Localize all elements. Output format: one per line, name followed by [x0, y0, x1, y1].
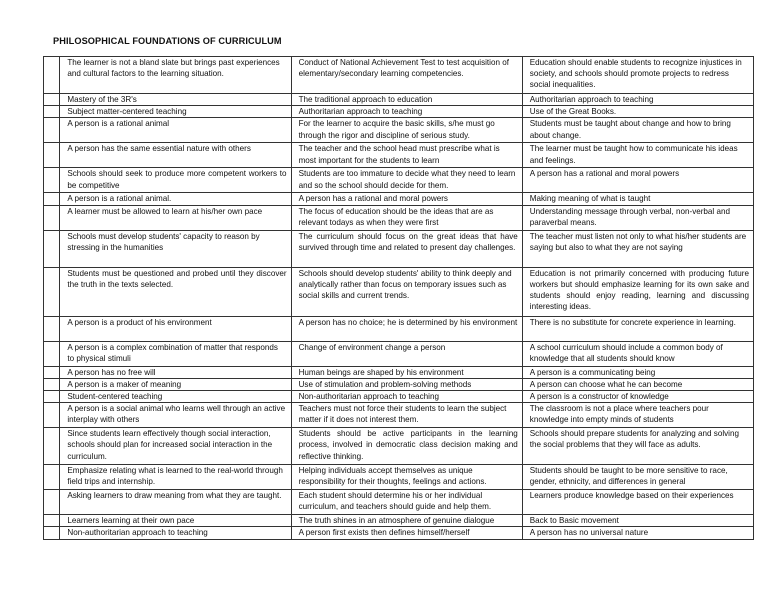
- table-cell: Students must be taught about change and how to bring about change.: [522, 118, 753, 143]
- table-cell: The focus of education should be the ideas that are as relevant todays as when they were first: [291, 205, 522, 230]
- table-cell: Learners produce knowledge based on their experiences: [522, 490, 753, 515]
- table-cell: Use of stimulation and problem-solving methods: [291, 378, 522, 390]
- table-cell: Change of environment change a person: [291, 341, 522, 366]
- table-cell: A person can choose what he can become: [522, 378, 753, 390]
- row-spacer-cell: [44, 168, 60, 193]
- table-cell: Asking learners to draw meaning from what they are taught.: [60, 490, 291, 515]
- table-row: [44, 267, 754, 316]
- row-spacer-cell: [44, 106, 60, 118]
- table-cell: The teacher must listen not only to what his/her students are saying but also to what they are not saying: [522, 230, 753, 267]
- row-spacer-cell: [44, 57, 60, 94]
- table-cell: A person is a maker of meaning: [60, 378, 291, 390]
- table-cell: Authoritarian approach to teaching: [522, 94, 753, 106]
- table-cell: A person is a social animal who learns well through an active interplay with others: [60, 403, 291, 428]
- table-cell: Students should be active participants in the learning process, involved in democratic class decision making and reflective thinking.: [291, 428, 522, 465]
- table-cell: A person has a rational and moral powers: [291, 193, 522, 205]
- table-cell: Back to Basic movement: [522, 515, 753, 527]
- table-cell: Since students learn effectively though social interaction, schools should plan for increased social interaction in the curriculum.: [60, 428, 291, 465]
- table-row: [44, 230, 754, 267]
- row-spacer-cell: [44, 94, 60, 106]
- table-cell: Students are too immature to decide what they need to learn and so the school should decide for them.: [291, 168, 522, 193]
- table-cell: The learner must be taught how to communicate his ideas and feelings.: [522, 143, 753, 168]
- row-spacer-cell: [44, 193, 60, 205]
- table-row: [44, 205, 754, 230]
- table-row: [44, 527, 754, 539]
- table-cell: Schools should develop students' ability to think deeply and analytically rather than focus on temporary issues such as social skills and current trends.: [291, 267, 522, 316]
- table-cell: Each student should determine his or her individual curriculum, and teachers should guide and help them.: [291, 490, 522, 515]
- page-title: PHILOSOPHICAL FOUNDATIONS OF CURRICULUM: [53, 36, 282, 46]
- table-cell: A person has no choice; he is determined by his environment: [291, 316, 522, 341]
- table-cell: The truth shines in an atmosphere of genuine dialogue: [291, 515, 522, 527]
- table-cell: The teacher and the school head must prescribe what is most important for the students to learn: [291, 143, 522, 168]
- table-row: [44, 106, 754, 118]
- table-cell: The classroom is not a place where teachers pour knowledge into empty minds of students: [522, 403, 753, 428]
- table-row: [44, 366, 754, 378]
- row-spacer-cell: [44, 465, 60, 490]
- curriculum-table: [43, 56, 754, 540]
- row-spacer-cell: [44, 515, 60, 527]
- table-cell: Non-authoritarian approach to teaching: [60, 527, 291, 539]
- row-spacer-cell: [44, 366, 60, 378]
- table-cell: A person is a rational animal: [60, 118, 291, 143]
- table-cell: Authoritarian approach to teaching: [291, 106, 522, 118]
- table-row: [44, 193, 754, 205]
- table-row: [44, 57, 754, 94]
- row-spacer-cell: [44, 403, 60, 428]
- table-cell: There is no substitute for concrete experience in learning.: [522, 316, 753, 341]
- row-spacer-cell: [44, 490, 60, 515]
- table-cell: The traditional approach to education: [291, 94, 522, 106]
- table-row: [44, 118, 754, 143]
- table-cell: Students should be taught to be more sensitive to race, gender, ethnicity, and differences in general: [522, 465, 753, 490]
- table-cell: A person has a rational and moral powers: [522, 168, 753, 193]
- table-row: [44, 341, 754, 366]
- table-cell: Students must be questioned and probed until they discover the truth in the texts selected.: [60, 267, 291, 316]
- table-cell: A person has no free will: [60, 366, 291, 378]
- table-cell: A person first exists then defines himself/herself: [291, 527, 522, 539]
- table-cell: A person is a rational animal.: [60, 193, 291, 205]
- table-row: [44, 515, 754, 527]
- table-cell: Emphasize relating what is learned to the real-world through field trips and internship.: [60, 465, 291, 490]
- table-cell: Non-authoritarian approach to teaching: [291, 391, 522, 403]
- table-cell: Subject matter-centered teaching: [60, 106, 291, 118]
- table-cell: Learners learning at their own pace: [60, 515, 291, 527]
- table-cell: Teachers must not force their students to learn the subject matter if it does not interest them.: [291, 403, 522, 428]
- table-cell: A person is a constructor of knowledge: [522, 391, 753, 403]
- row-spacer-cell: [44, 316, 60, 341]
- table-row: [44, 428, 754, 465]
- table-cell: Schools should seek to produce more competent workers to be competitive: [60, 168, 291, 193]
- row-spacer-cell: [44, 341, 60, 366]
- table-cell: A person is a product of his environment: [60, 316, 291, 341]
- table-row: [44, 490, 754, 515]
- table-cell: A person has the same essential nature with others: [60, 143, 291, 168]
- table-cell: The curriculum should focus on the great ideas that have survived through time and related to present day challenges.: [291, 230, 522, 267]
- table-cell: The learner is not a bland slate but brings past experiences and cultural factors to the learning situation.: [60, 57, 291, 94]
- table-row: [44, 94, 754, 106]
- table-cell: Education should enable students to recognize injustices in society, and schools should promote projects to redress social inequalities.: [522, 57, 753, 94]
- row-spacer-cell: [44, 428, 60, 465]
- table-cell: Making meaning of what is taught: [522, 193, 753, 205]
- table-cell: A school curriculum should include a common body of knowledge that all students should know: [522, 341, 753, 366]
- table-cell: Understanding message through verbal, non-verbal and paraverbal means.: [522, 205, 753, 230]
- table-cell: Schools should prepare students for analyzing and solving the social problems that they will face as adults.: [522, 428, 753, 465]
- table-row: [44, 391, 754, 403]
- table-cell: Education is not primarily concerned with producing future workers but should emphasize learning for its own sake and students should enjoy reading, learning and discussing interesting ideas.: [522, 267, 753, 316]
- row-spacer-cell: [44, 267, 60, 316]
- table-cell: A person is a complex combination of matter that responds to physical stimuli: [60, 341, 291, 366]
- row-spacer-cell: [44, 527, 60, 539]
- table-row: [44, 378, 754, 390]
- table-cell: Conduct of National Achievement Test to test acquisition of elementary/secondary learning competencies.: [291, 57, 522, 94]
- table-row: [44, 143, 754, 168]
- row-spacer-cell: [44, 378, 60, 390]
- table-cell: Mastery of the 3R's: [60, 94, 291, 106]
- row-spacer-cell: [44, 205, 60, 230]
- row-spacer-cell: [44, 143, 60, 168]
- table-row: [44, 465, 754, 490]
- table-row: [44, 403, 754, 428]
- table-cell: A person has no universal nature: [522, 527, 753, 539]
- row-spacer-cell: [44, 391, 60, 403]
- table-cell: Helping individuals accept themselves as unique responsibility for their thoughts, feelings and actions.: [291, 465, 522, 490]
- table-cell: Student-centered teaching: [60, 391, 291, 403]
- table-cell: For the learner to acquire the basic skills, s/he must go through the rigor and discipline of serious study.: [291, 118, 522, 143]
- table-row: [44, 168, 754, 193]
- table-cell: A person is a communicating being: [522, 366, 753, 378]
- table-cell: Human beings are shaped by his environment: [291, 366, 522, 378]
- table-cell: Schools must develop students' capacity to reason by stressing in the humanities: [60, 230, 291, 267]
- row-spacer-cell: [44, 118, 60, 143]
- table-cell: Use of the Great Books.: [522, 106, 753, 118]
- row-spacer-cell: [44, 230, 60, 267]
- table-cell: A learner must be allowed to learn at his/her own pace: [60, 205, 291, 230]
- table-row: [44, 316, 754, 341]
